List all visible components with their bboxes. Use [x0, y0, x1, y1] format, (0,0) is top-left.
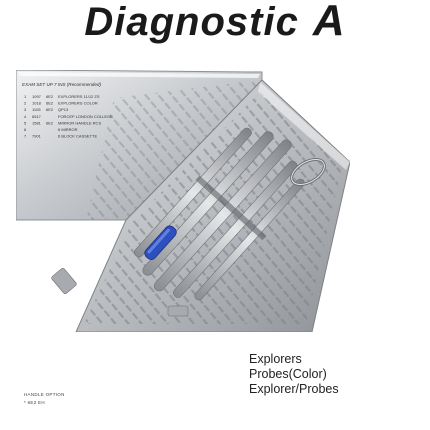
- lid-row-desc: 6 BLOCK CASSETTE: [58, 133, 98, 139]
- lid-row-code: 1097: [32, 94, 41, 99]
- lid-row-desc: FORCEP LONDON COLLEGE: [58, 113, 113, 119]
- handle-option: [24, 391, 65, 407]
- lid-row-desc: MIRROR HANDLE RCS: [58, 120, 102, 126]
- lid-row-desc: EXPLORERS 11/12 ZS: [58, 94, 100, 99]
- lid-row-qty: 6E2: [46, 120, 54, 126]
- label-explorers: Explorers: [249, 352, 302, 366]
- lid-row-code: 1018: [32, 100, 41, 106]
- instrument-labels: [249, 352, 339, 397]
- lid-row-code: 1105: [32, 107, 41, 113]
- lid-row-num: 3: [24, 107, 27, 113]
- lid-row-desc: EXPLORERS COLOR: [58, 100, 98, 106]
- lid-row-qty: 6E2: [46, 94, 54, 99]
- lid-row-num: 7: [24, 133, 27, 139]
- lid-row-num: 2: [24, 100, 27, 106]
- lid-row-code: 6517: [32, 113, 41, 119]
- lid-row-num: 6: [24, 127, 27, 132]
- page-title: [0, 0, 430, 45]
- lid-row-desc: 6 MIRROR: [58, 127, 78, 132]
- lid-row-desc: QP13: [58, 107, 69, 113]
- title-letter: A: [312, 0, 346, 45]
- title-word: Diagnostic: [84, 0, 299, 44]
- label-explorer-probes: Explorer/Probes: [249, 382, 339, 396]
- lid-row-num: 4: [24, 113, 27, 119]
- handle-option-title: HANDLE OPTION: [24, 392, 65, 397]
- instrument-tray-photo: [16, 70, 350, 332]
- lid-row-num: 5: [24, 120, 27, 126]
- lid-row-code: 7901: [32, 133, 41, 139]
- label-probes-color: Probes(Color): [249, 367, 327, 381]
- lid-row-qty: 6E2: [46, 100, 54, 106]
- lid-row-code: 1581: [32, 120, 41, 126]
- lid-row-qty: 6E2: [46, 107, 54, 113]
- lid-heading: EXAM SET UP 7 INS (Recommended): [22, 82, 101, 87]
- lid-row-num: 1: [24, 94, 27, 99]
- handle-option-value: * 6E2 EH: [24, 400, 45, 405]
